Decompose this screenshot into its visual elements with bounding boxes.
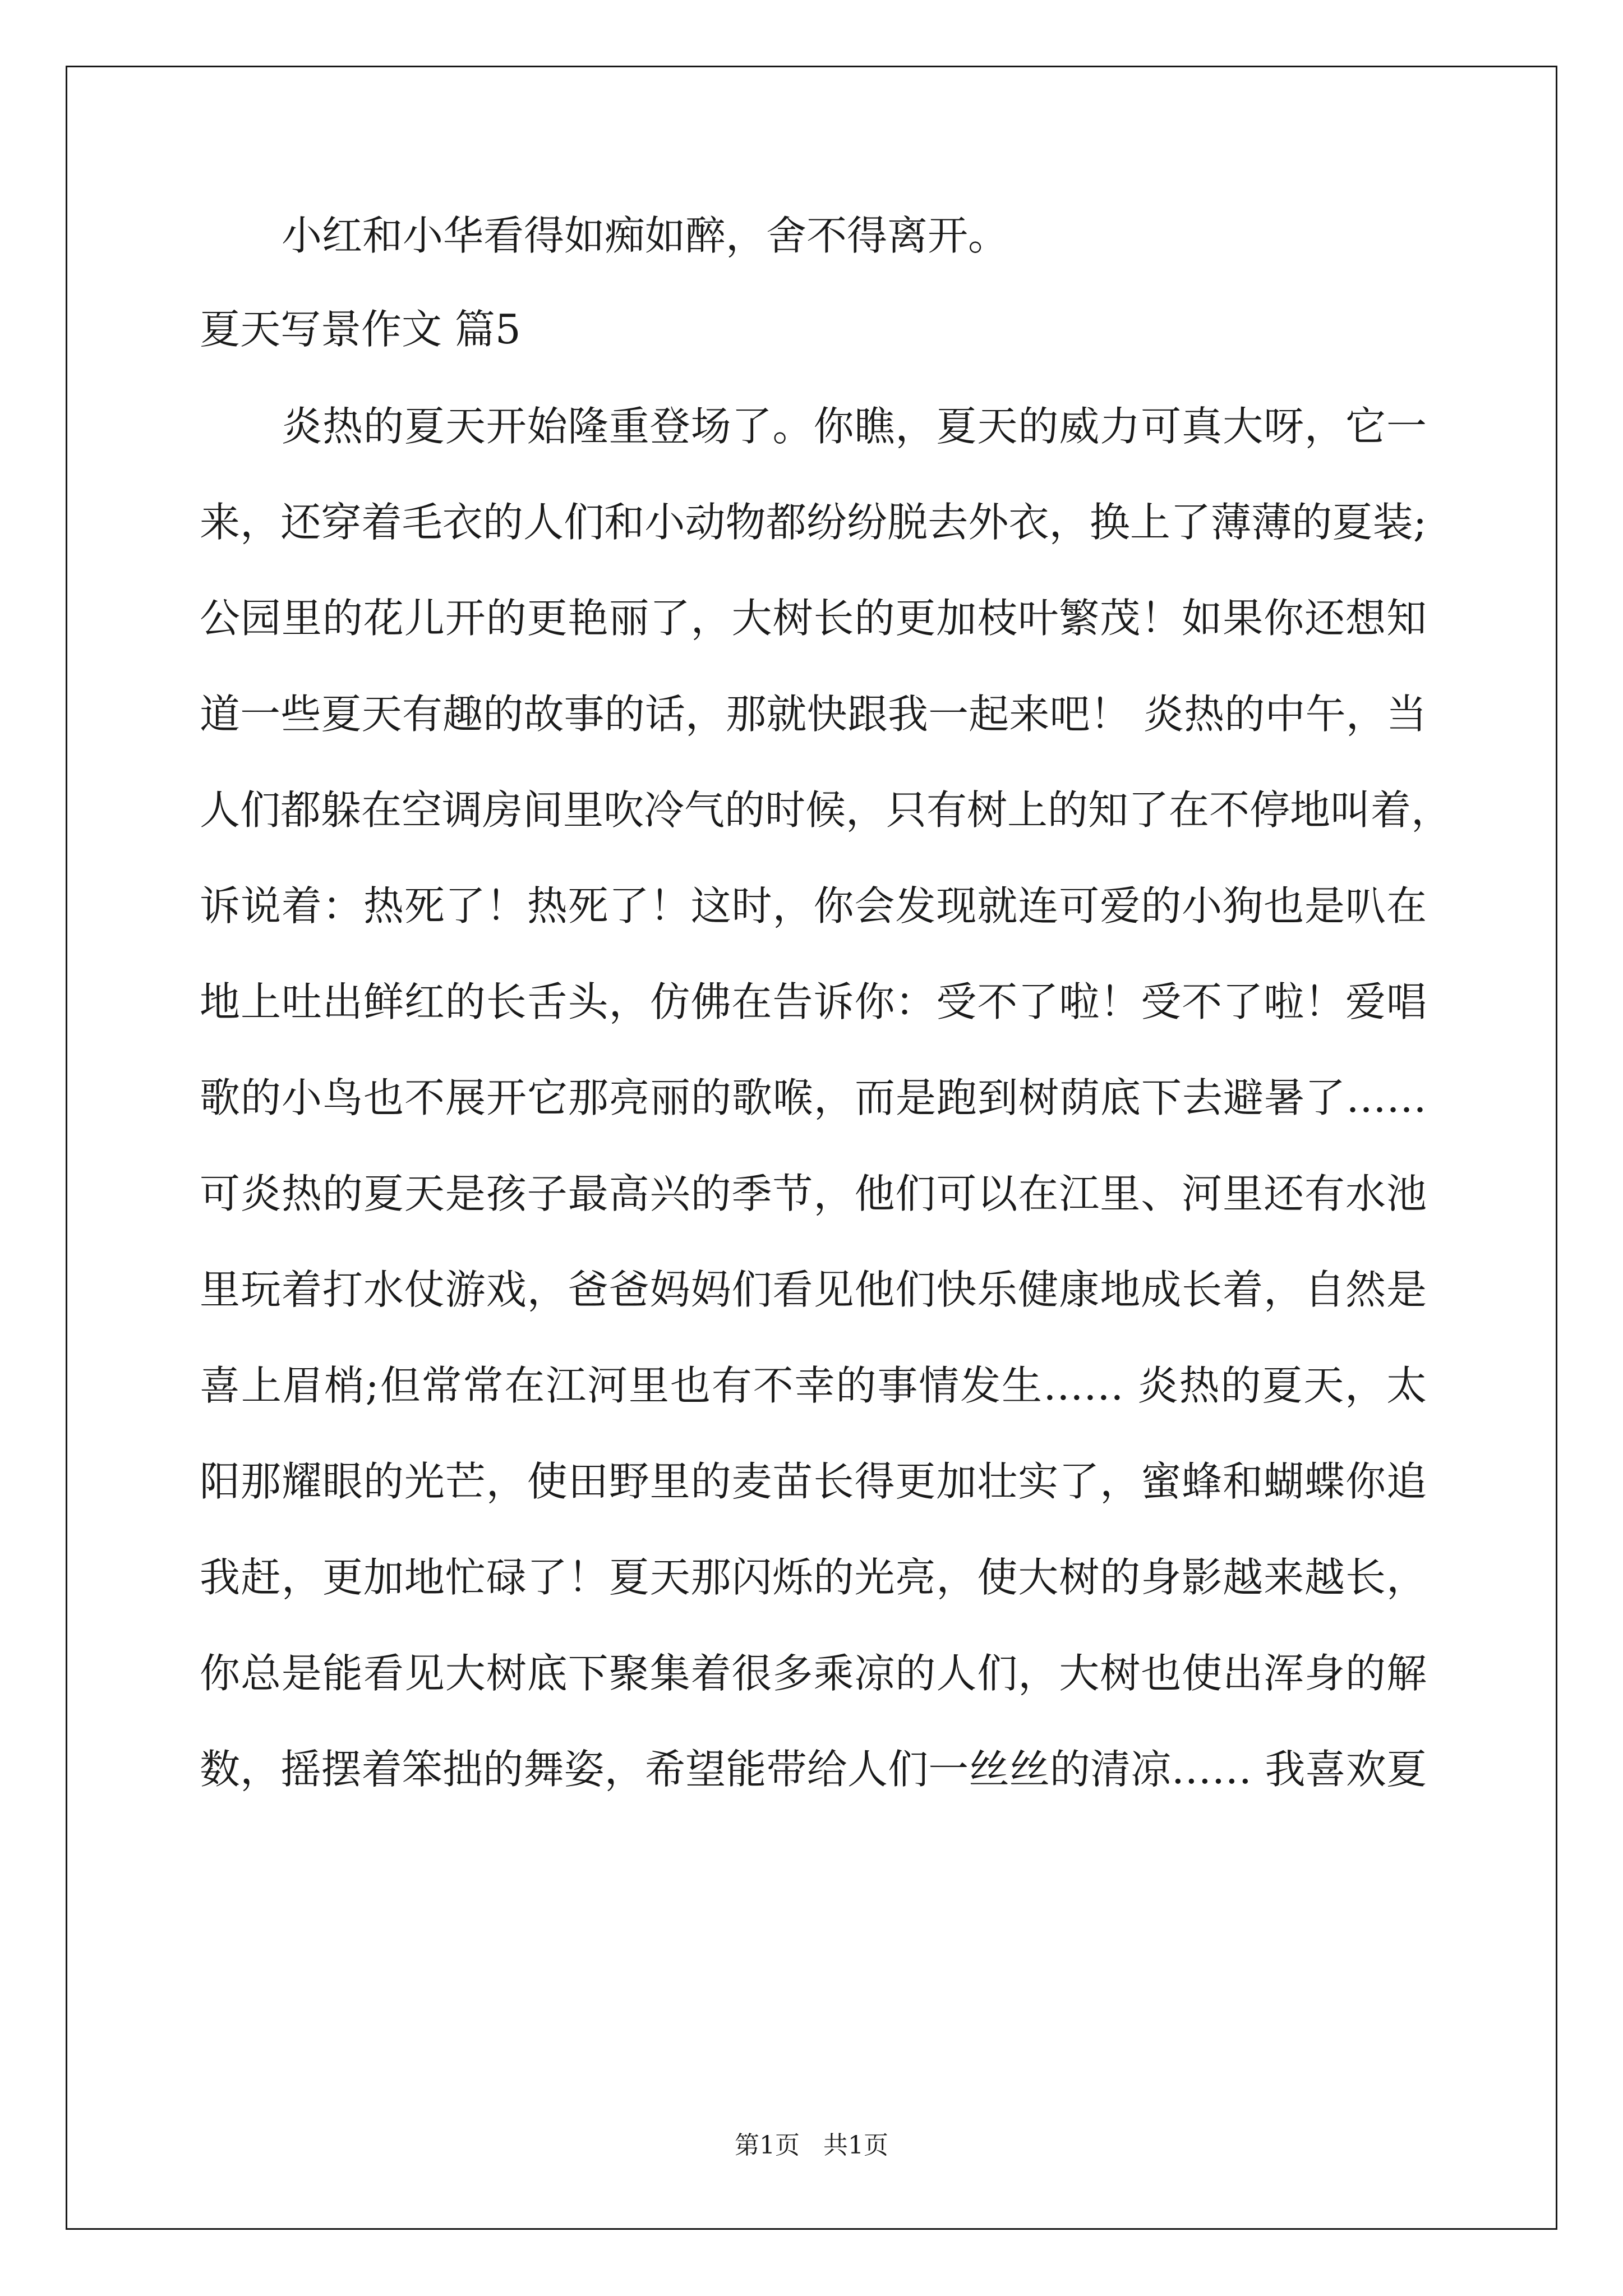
paragraph-line: 可炎热的夏天是孩子最高兴的季节，他们可以在江里、河里还有水池 (200, 1170, 1427, 1217)
paragraph-line: 数，摇摆着笨拙的舞姿，希望能带给人们一丝丝的清凉…… 我喜欢夏 (200, 1746, 1427, 1793)
paragraph-line: 人们都躲在空调房间里吹冷气的时候，只有树上的知了在不停地叫着， (200, 786, 1452, 834)
page-border (66, 66, 1557, 2230)
paragraph-line: 来，还穿着毛衣的人们和小动物都纷纷脱去外衣，换上了薄薄的夏装; (200, 499, 1427, 546)
paragraph-line: 公园里的花儿开的更艳丽了，大树长的更加枝叶繁茂！如果你还想知 (200, 595, 1427, 642)
paragraph-line: 喜上眉梢;但常常在江河里也有不幸的事情发生…… 炎热的夏天，太 (200, 1362, 1427, 1409)
paragraph-line: 小红和小华看得如痴如醉，舍不得离开。 (282, 212, 1009, 259)
paragraph-line: 诉说着：热死了！热死了！这时，你会发现就连可爱的小狗也是叭在 (200, 882, 1427, 930)
paragraph-line: 炎热的夏天开始隆重登场了。你瞧，夏天的威力可真大呀，它一 (282, 403, 1427, 450)
page-number-footer: 第1页 共1页 (735, 2131, 888, 2160)
section-heading: 夏天写景作文 篇5 (200, 306, 521, 353)
paragraph-line: 里玩着打水仗游戏，爸爸妈妈们看见他们快乐健康地成长着，自然是 (200, 1266, 1427, 1313)
paragraph-line: 歌的小鸟也不展开它那亮丽的歌喉，而是跑到树荫底下去避暑了…… (200, 1074, 1427, 1121)
paragraph-line: 道一些夏天有趣的故事的话，那就快跟我一起来吧！ 炎热的中午，当 (200, 691, 1427, 738)
paragraph-line: 我赶，更加地忙碌了！夏天那闪烁的光亮，使大树的身影越来越长， (200, 1554, 1427, 1601)
paragraph-line: 你总是能看见大树底下聚集着很多乘凉的人们，大树也使出浑身的解 (200, 1650, 1427, 1697)
paragraph-line: 地上吐出鲜红的长舌头，仿佛在告诉你：受不了啦！受不了啦！爱唱 (200, 978, 1427, 1025)
paragraph-line: 阳那耀眼的光芒，使田野里的麦苗长得更加壮实了，蜜蜂和蝴蝶你追 (200, 1458, 1427, 1505)
